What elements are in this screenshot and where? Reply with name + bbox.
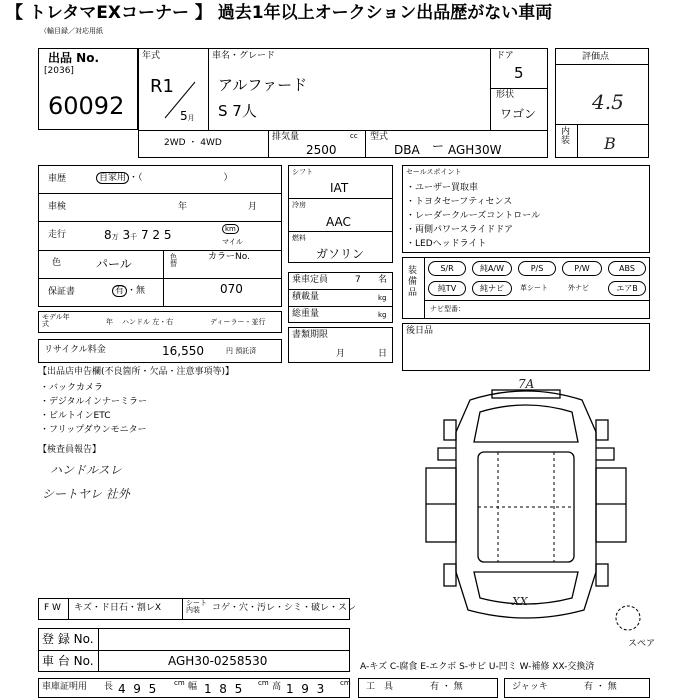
spare-tire-icon — [614, 604, 642, 632]
dim-height-label: 高 — [272, 682, 282, 692]
gross-unit: kg — [378, 311, 387, 319]
inspector-line-1: ハンドルスレ — [50, 463, 122, 477]
inspector-line-2: シートヤレ 社外 — [42, 487, 130, 501]
mileage-unit-mile: マイル — [222, 238, 243, 246]
aircon-value: AAC — [326, 215, 351, 229]
diagram-note-rear: XX — [512, 595, 528, 608]
equip-navi: 純ナビ — [472, 281, 512, 296]
doc-expiry-month: 月 — [336, 349, 346, 359]
sales-points-label: セールスポイント — [406, 168, 462, 176]
year-label: 年式 — [142, 51, 161, 61]
warranty-label: 保証書 — [48, 287, 76, 297]
equip-leather: 革シート — [520, 284, 548, 292]
seller-notes-label: 【出品店申告欄(不良箇所・欠品・注意事項等)】 — [38, 367, 235, 377]
year-month: 5月 — [180, 109, 195, 123]
displacement-label: 排気量 — [272, 132, 300, 142]
equip-sr: S/R — [428, 261, 466, 276]
header-banner: 【 トレタマEXコーナー 】 過去1年以上オークション出品歴がない車両 — [6, 3, 553, 23]
door-value: 5 — [514, 64, 524, 82]
model-name: アルファード — [218, 76, 308, 94]
inspection-year-unit: 年 — [178, 202, 188, 212]
type-prefix: DBA — [394, 143, 420, 157]
displacement-unit: cc — [350, 132, 358, 140]
equip-ps: P/S — [518, 261, 556, 276]
gross-label: 総重量 — [292, 309, 320, 319]
inspection-label: 車検 — [48, 202, 67, 212]
shift-label: シフト — [292, 168, 313, 176]
capacity-label: 乗車定員 — [292, 275, 329, 285]
tools-value: 有 ・ 無 — [430, 682, 463, 692]
color-label: 色 — [52, 258, 62, 268]
load-unit: kg — [378, 294, 387, 302]
model-label: 車名・グレード — [212, 51, 276, 61]
lot-label: 出品 No. — [48, 51, 100, 65]
tools-label: 工 具 — [366, 682, 394, 692]
capacity-unit: 名 — [378, 275, 388, 285]
rating-label: 評価点 — [582, 52, 610, 62]
fw-desc: キズ・ド日石・割レX — [74, 603, 161, 613]
seller-note-1: ・バックカメラ — [40, 383, 104, 393]
dim-length-unit: cm — [174, 679, 185, 687]
drive-label: 2WD ・ 4WD — [164, 138, 222, 148]
dim-height-unit: cm — [340, 679, 351, 687]
equip-abs: ABS — [608, 261, 646, 276]
model-year-year-unit: 年 — [106, 318, 113, 326]
sales-point-5: ・LEDヘッドライト — [406, 239, 487, 249]
car-diagram — [408, 372, 644, 632]
later-docs-label: 後日品 — [406, 326, 434, 336]
rating-score: 4.5 — [592, 90, 624, 114]
doc-expiry-label: 書類期限 — [292, 330, 329, 340]
later-docs-box — [402, 323, 650, 371]
sales-point-3: ・レーダークルーズコントロール — [406, 211, 541, 221]
history-label: 車歴 — [48, 174, 67, 184]
equip-pw: P/W — [562, 261, 602, 276]
mileage-unit-km: km — [222, 226, 239, 233]
recycle-amount: 16,550 — [162, 344, 204, 358]
header-subcaption: （輸目録／対応用紙 — [40, 27, 103, 35]
dim-width-label: 幅 — [188, 682, 198, 692]
year-era: R1 — [150, 76, 174, 97]
recycle-unit: 円 預託済 — [226, 347, 257, 355]
interior-value: B — [604, 134, 616, 153]
capacity-value: 7 — [355, 275, 361, 285]
model-year-dealer: ディーラー・並行 — [210, 318, 266, 326]
inspector-label: 【検査員報告】 — [38, 445, 102, 455]
equip-airbag: エアB — [608, 281, 646, 296]
chassis-value: AGH30-0258530 — [168, 654, 268, 668]
equip-aw: 純A/W — [472, 261, 512, 276]
fw-label: F W — [44, 603, 61, 613]
mileage-digits: 8万 3千 7 2 5 — [104, 228, 172, 242]
dim-width: 1 8 5 — [204, 682, 243, 696]
fuel-value: ガソリン — [316, 247, 365, 261]
type-label: 型式 — [370, 132, 389, 142]
history-value: 自家用 ・（ ） — [96, 174, 233, 183]
jack-value: 有 ・ 無 — [584, 682, 617, 692]
dim-height: 1 9 3 — [286, 682, 325, 696]
color-value: パール — [96, 257, 132, 271]
model-grade: S 7人 — [218, 102, 257, 120]
shape-label: 形状 — [496, 90, 515, 100]
color-code: 070 — [220, 282, 243, 296]
warranty-value: 有 ・無 — [112, 287, 145, 296]
inspection-month-unit: 月 — [248, 202, 258, 212]
diagram-spare: スペア — [628, 639, 656, 649]
chassis-label: 車 台 No. — [42, 654, 94, 668]
shift-value: IAT — [330, 181, 349, 195]
lot-code: [2036] — [44, 66, 74, 76]
mileage-label: 走行 — [48, 230, 67, 240]
displacement-value: 2500 — [306, 143, 337, 157]
color-code-label: カラーNo. — [208, 252, 250, 262]
dim-length: 4 9 5 — [118, 682, 157, 696]
fuel-label: 燃料 — [292, 234, 306, 242]
door-label: ドア — [496, 51, 514, 61]
color-change-label: 色替 — [170, 253, 177, 268]
seller-note-2: ・デジタルインナーミラー — [40, 397, 148, 407]
type-value: AGH30W — [448, 143, 502, 157]
equipment-label: 装備品 — [408, 266, 418, 298]
load-label: 積載量 — [292, 292, 320, 302]
fw-seat-desc: コゲ・穴・汚レ・シミ・破レ・スレ — [212, 603, 357, 613]
fw-seat-label: シート内装 — [186, 599, 207, 614]
aircon-label: 冷房 — [292, 201, 306, 209]
dimensions-label: 車庫証明用 — [42, 682, 88, 692]
sales-point-4: ・両側パワースライドドア — [406, 225, 514, 235]
sales-point-1: ・ユーザー買取車 — [406, 183, 479, 193]
shape-value: ワゴン — [500, 107, 537, 121]
doc-expiry-day: 日 — [378, 349, 388, 359]
diagram-note-top: 7A — [518, 377, 535, 391]
recycle-label: リサイクル料金 — [44, 345, 106, 355]
damage-legend: A-キズ C-腐食 E-エクボ S-サビ U-凹ミ W-補修 XX-交換済 — [360, 662, 595, 672]
type-dash: ー — [432, 139, 445, 153]
dim-length-label: 長 — [104, 682, 114, 692]
equip-tv: 純TV — [428, 281, 466, 296]
model-year-label: モデル年式 — [42, 313, 70, 328]
jack-label: ジャッキ — [512, 682, 548, 692]
equip-ext-navi: 外ナビ — [568, 284, 589, 292]
seller-note-4: ・フリップダウンモニター — [40, 425, 147, 435]
registration-label: 登 録 No. — [42, 632, 94, 646]
navi-model-label: ナビ型番： — [430, 305, 465, 313]
model-year-handle: ハンドル 左・右 — [122, 318, 174, 326]
seller-note-3: ・ビルトインETC — [40, 411, 111, 421]
interior-label: 内装 — [561, 127, 571, 146]
lot-number: 60092 — [48, 92, 125, 120]
dim-width-unit: cm — [258, 679, 269, 687]
sales-point-2: ・トヨタセーフティセンス — [406, 197, 513, 207]
